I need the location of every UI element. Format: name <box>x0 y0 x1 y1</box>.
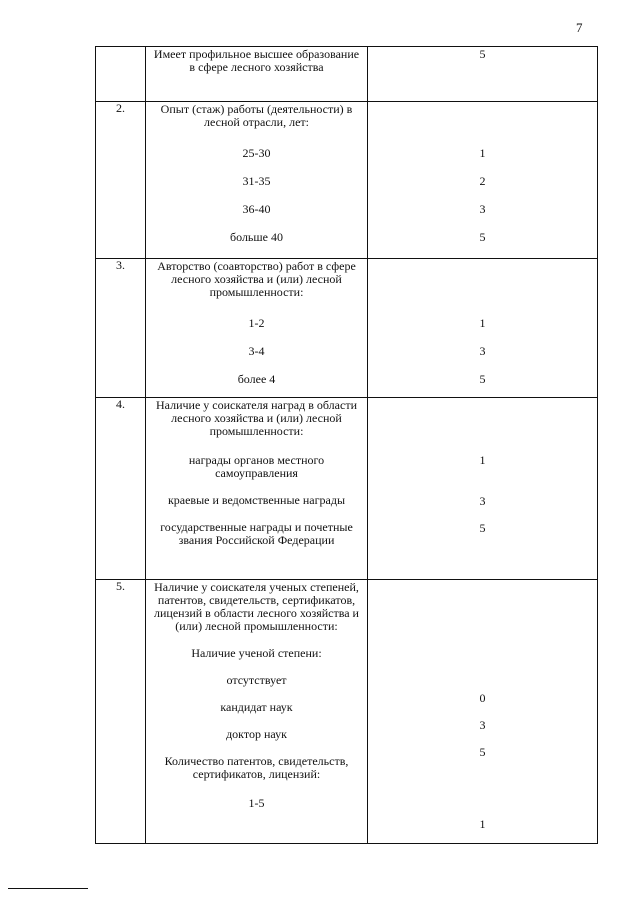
option-label: 3-4 <box>248 344 265 358</box>
score-cell <box>368 580 598 844</box>
row-number: 4. <box>96 398 146 580</box>
option-score: 5 <box>479 230 486 244</box>
option-score: 5 <box>479 745 486 759</box>
option-label: доктор наук <box>226 727 287 741</box>
option-score: 1 <box>479 146 486 160</box>
option-label: 25-30 <box>242 146 271 160</box>
option-score: 5 <box>479 372 486 386</box>
option-score: 1 <box>479 316 486 330</box>
table-row <box>96 398 598 580</box>
table-row <box>96 580 598 844</box>
criterion-heading: Опыт (стаж) работы (деятельности) в лесной отрасли, лет: <box>160 102 353 129</box>
row-number: 5. <box>96 580 146 844</box>
option-label: Количество патентов, свидетельств, сертификатов, лицензий: <box>164 754 349 781</box>
footnote-separator <box>8 888 88 889</box>
score-cell <box>368 398 598 580</box>
option-label: более 4 <box>237 372 276 386</box>
option-label: 36-40 <box>242 202 271 216</box>
row-number: 3. <box>96 259 146 398</box>
score-value: 5 <box>479 47 486 61</box>
criterion-cell <box>146 398 368 580</box>
criterion-cell <box>146 259 368 398</box>
option-score: 5 <box>479 521 486 535</box>
option-label: отсутствует <box>226 673 287 687</box>
criterion-cell <box>146 102 368 259</box>
option-label: 1-2 <box>248 316 265 330</box>
criteria-table <box>95 46 598 844</box>
option-label: награды органов местного самоуправления <box>188 453 325 480</box>
option-label: 1-5 <box>248 796 265 810</box>
criterion-heading: Наличие у соискателя наград в области лесного хозяйства и (или) лесной промышленности: <box>156 398 357 438</box>
criterion-heading: Имеет профильное высшее образование в сфере лесного хозяйства <box>153 47 360 74</box>
table-row <box>96 102 598 259</box>
row-number <box>96 47 146 102</box>
score-cell <box>368 47 598 102</box>
option-label: 31-35 <box>242 174 271 188</box>
score-cell <box>368 102 598 259</box>
option-score: 1 <box>479 453 486 467</box>
page-number: 7 <box>576 20 583 35</box>
criterion-heading: Авторство (соавторство) работ в сфере лесного хозяйства и (или) лесной промышленности: <box>157 259 356 299</box>
row-number: 2. <box>96 102 146 259</box>
option-score: 3 <box>479 718 486 732</box>
option-label: больше 40 <box>230 230 283 244</box>
option-score: 2 <box>479 174 486 188</box>
option-label: государственные награды и почетные звания Российской Федерации <box>160 520 353 547</box>
criterion-cell <box>146 580 368 844</box>
option-label: краевые и ведомственные награды <box>167 493 346 507</box>
score-cell <box>368 259 598 398</box>
criterion-cell <box>146 47 368 102</box>
option-score: 0 <box>479 691 486 705</box>
option-score: 3 <box>479 202 486 216</box>
option-label: Наличие ученой степени: <box>191 646 322 660</box>
option-score: 1 <box>479 817 486 831</box>
table-row <box>96 47 598 102</box>
table-row <box>96 259 598 398</box>
option-label: кандидат наук <box>220 700 293 714</box>
option-score: 3 <box>479 494 486 508</box>
criterion-heading: Наличие у соискателя ученых степеней, патентов, свидетельств, сертификатов, лицензий в области лесного хозяйства и (или) лесной промышленности: <box>154 580 359 633</box>
option-score: 3 <box>479 344 486 358</box>
